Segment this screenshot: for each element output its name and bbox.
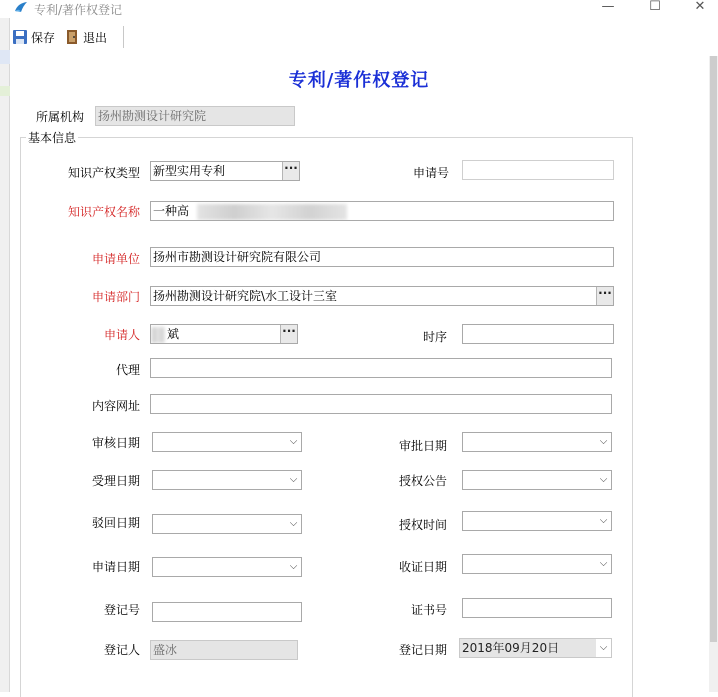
approve-date-picker[interactable] — [462, 432, 612, 452]
redacted-blur — [151, 327, 165, 343]
apply-dept-value: 扬州勘测设计研究院\水工设计三室 — [153, 289, 338, 303]
exit-button[interactable] — [64, 26, 107, 48]
chevron-down-icon[interactable]: ⌵ — [286, 558, 301, 576]
agent-label: 代理 — [116, 363, 141, 377]
minimize-button[interactable]: — — [601, 0, 615, 14]
chevron-down-icon[interactable]: ⌵ — [596, 471, 611, 489]
title-bar — [0, 0, 718, 18]
save-button[interactable] — [12, 26, 55, 48]
close-button[interactable]: ✕ — [694, 0, 706, 14]
sequence-input[interactable] — [462, 324, 614, 344]
maximize-button[interactable]: ☐ — [649, 0, 661, 14]
grant-time-picker[interactable] — [462, 511, 612, 531]
ellipsis-icon[interactable]: ··· — [282, 162, 299, 180]
grant-notice-label: 授权公告 — [399, 474, 448, 488]
accept-date-picker[interactable] — [152, 470, 302, 490]
apply-unit-input[interactable]: 扬州市勘测设计研究院有限公司 — [150, 247, 614, 267]
content-url-label: 内容网址 — [92, 399, 141, 413]
apply-no-input[interactable] — [462, 160, 614, 180]
apply-no-label: 申请号 — [413, 166, 450, 180]
apply-unit-label: 申请单位 — [92, 252, 141, 266]
window-title: 专利/著作权登记 — [34, 3, 123, 17]
save-label: 保存 — [31, 30, 56, 45]
registrant-label: 登记人 — [104, 643, 141, 657]
ellipsis-icon[interactable]: ··· — [596, 287, 613, 305]
chevron-down-icon[interactable]: ⌵ — [596, 433, 611, 451]
registrant-field[interactable]: 盛冰 — [150, 640, 298, 660]
review-date-picker[interactable] — [152, 432, 302, 452]
reg-date-label: 登记日期 — [399, 643, 448, 657]
form-title: 专利/著作权登记 — [288, 70, 430, 91]
content-url-input[interactable] — [150, 394, 612, 414]
sequence-label: 时序 — [423, 330, 448, 344]
redacted-blur — [197, 204, 347, 220]
agent-input[interactable] — [150, 358, 612, 378]
app-icon — [14, 1, 28, 13]
scrollbar-thumb[interactable] — [710, 56, 717, 642]
cert-no-label: 证书号 — [411, 603, 448, 617]
left-panel-edge — [0, 18, 10, 692]
applicant-value: 斌 — [167, 327, 180, 341]
grant-time-label: 授权时间 — [399, 518, 448, 532]
save-icon — [12, 29, 28, 45]
cert-no-input[interactable] — [462, 598, 612, 618]
grant-notice-picker[interactable] — [462, 470, 612, 490]
chevron-down-icon[interactable]: ⌵ — [596, 555, 611, 573]
exit-label: 退出 — [83, 30, 108, 45]
ip-name-label: 知识产权名称 — [68, 205, 141, 219]
applicant-field[interactable] — [150, 324, 298, 344]
applicant-label: 申请人 — [104, 328, 141, 342]
ip-name-value: 一种高 — [153, 204, 190, 218]
toolbar — [10, 22, 709, 52]
apply-date-label: 申请日期 — [92, 560, 141, 574]
review-date-label: 审核日期 — [92, 436, 141, 450]
org-label: 所属机构 — [36, 110, 85, 124]
reg-no-label: 登记号 — [104, 603, 141, 617]
group-title: 基本信息 — [28, 131, 77, 145]
apply-date-picker[interactable] — [152, 557, 302, 577]
ip-type-label: 知识产权类型 — [68, 166, 141, 180]
apply-dept-label: 申请部门 — [92, 290, 141, 304]
toolbar-separator-highlight — [124, 26, 125, 48]
ip-type-value: 新型实用专利 — [153, 164, 226, 178]
accept-date-label: 受理日期 — [92, 474, 141, 488]
ip-type-field[interactable] — [150, 161, 300, 181]
receive-date-picker[interactable] — [462, 554, 612, 574]
chevron-down-icon[interactable]: ⌵ — [286, 471, 301, 489]
approve-date-label: 审批日期 — [399, 439, 448, 453]
chevron-down-icon[interactable]: ⌵ — [286, 515, 301, 533]
reg-date-value: 2018年09月20日 — [462, 641, 560, 655]
reg-date-picker[interactable] — [459, 638, 612, 658]
org-field[interactable]: 扬州勘测设计研究院 — [95, 106, 295, 126]
reg-no-input[interactable] — [152, 602, 302, 622]
reject-date-label: 驳回日期 — [92, 516, 141, 530]
apply-dept-field[interactable] — [150, 286, 614, 306]
reject-date-picker[interactable] — [152, 514, 302, 534]
chevron-down-icon[interactable]: ⌵ — [596, 512, 611, 530]
chevron-down-icon[interactable]: ⌵ — [286, 433, 301, 451]
exit-door-icon — [64, 29, 80, 45]
ip-name-input[interactable] — [150, 201, 614, 221]
ellipsis-icon[interactable]: ··· — [280, 325, 297, 343]
chevron-down-icon[interactable]: ⌵ — [596, 639, 611, 657]
receive-date-label: 收证日期 — [399, 560, 448, 574]
